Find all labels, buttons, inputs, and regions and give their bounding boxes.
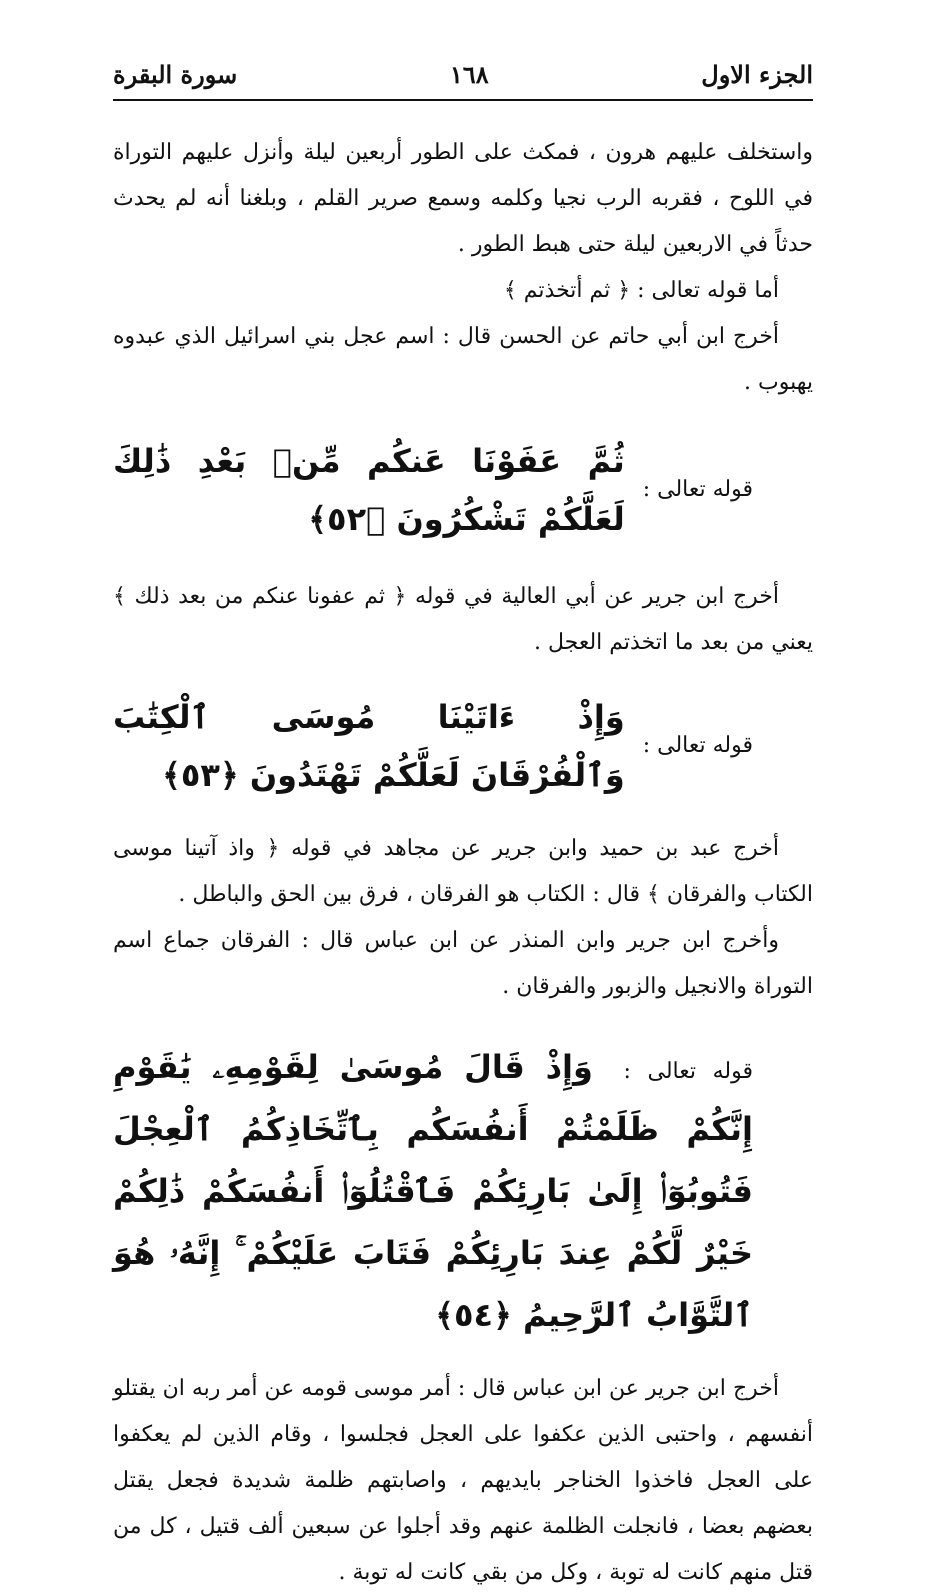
page-body	[113, 130, 813, 1596]
paragraph: واستخلف عليهم هرون ، فمكث على الطور أربعين ليلة وأنزل عليهم التوراة في اللوح ، فقربه الرب نجيا وكلمه وسمع صرير القلم ، وبلغنا أنه لم يحدث حدثاً في الاربعين ليلة حتى هبط الطور .	[113, 140, 813, 257]
header-rule	[113, 99, 813, 101]
verse-label: قوله تعالى :	[642, 477, 753, 502]
verse-text: وَإِذْ قَالَ مُوسَىٰ لِقَوْمِهِۦ يَٰقَوْمِ إِنَّكُمْ ظَلَمْتُمْ أَنفُسَكُم بِٱتِّخَاذِكُمُ ٱلْعِجْلَ فَتُوبُوٓا۟ إِلَىٰ بَارِئِكُمْ فَٱقْتُلُوٓا۟ أَنفُسَكُمْ ذَٰلِكُمْ خَيْرٌ لَّكُمْ عِندَ بَارِئِكُمْ فَتَابَ عَلَيْكُمْ ۚ إِنَّهُۥ هُوَ ٱلتَّوَّابُ ٱلرَّحِيمُ ﴿٥٤﴾	[113, 1048, 753, 1334]
surah-title: سورة البقرة	[113, 59, 238, 89]
verse-label: قوله تعالى :	[623, 1059, 753, 1084]
paragraph: أما قوله تعالى : ﴿ ثم أتخذتم ﴾	[503, 278, 779, 303]
paragraph: أخرج ابن جرير عن أبي العالية في قوله ﴿ ثم عفونا عنكم من بعد ذلك ﴾ يعني من بعد ما اتخذتم العجل .	[113, 584, 813, 655]
verse-text: وَإِذْ ءَاتَيْنَا مُوسَى ٱلْكِتَٰبَ وَٱلْفُرْقَانَ لَعَلَّكُمْ تَهْتَدُونَ ﴿٥٣﴾	[113, 698, 625, 794]
quran-verse-53	[113, 688, 813, 804]
part-title: الجزء الاول	[701, 59, 813, 89]
paragraph: وأخرج ابن جرير وابن المنذر عن ابن عباس قال : الفرقان جماع اسم التوراة والانجيل والزبور والفرقان .	[113, 928, 813, 999]
quran-verse-52	[113, 432, 813, 548]
page-header	[113, 52, 813, 96]
paragraph: أخرج عبد بن حميد وابن جرير عن مجاهد في قوله ﴿ واذ آتينا موسى الكتاب والفرقان ﴾ قال : الكتاب هو الفرقان ، فرق بين الحق والباطل .	[113, 836, 813, 907]
verse-text: ثُمَّ عَفَوْنَا عَنكُم مِّنۢ بَعْدِ ذَٰلِكَ لَعَلَّكُمْ تَشْكُرُونَ ﴿٥٢﴾	[113, 442, 625, 538]
paragraph: أخرج ابن جرير عن ابن عباس قال : أمر موسى قومه عن أمر ربه ان يقتلو أنفسهم ، واحتبى الذين عكفوا على العجل فجلسوا ، وقام الذين لم يعكفوا على العجل فاخذوا الخناجر بايديهم ، واصابتهم ظلمة شديدة فجعل يقتل بعضهم بعضا ، فانجلت الظلمة عنهم وقد أجلوا عن سبعين ألف قتيل ، كل من قتل منهم كانت له توبة ، وكل من بقي كانت له توبة .	[113, 1376, 813, 1585]
quran-verse-54	[113, 1036, 813, 1346]
verse-label: قوله تعالى :	[642, 733, 753, 758]
page-number: ١٦٨	[449, 59, 489, 89]
paragraph: أخرج ابن أبي حاتم عن الحسن قال : اسم عجل بني اسرائيل الذي عبدوه يهبوب .	[113, 324, 813, 395]
